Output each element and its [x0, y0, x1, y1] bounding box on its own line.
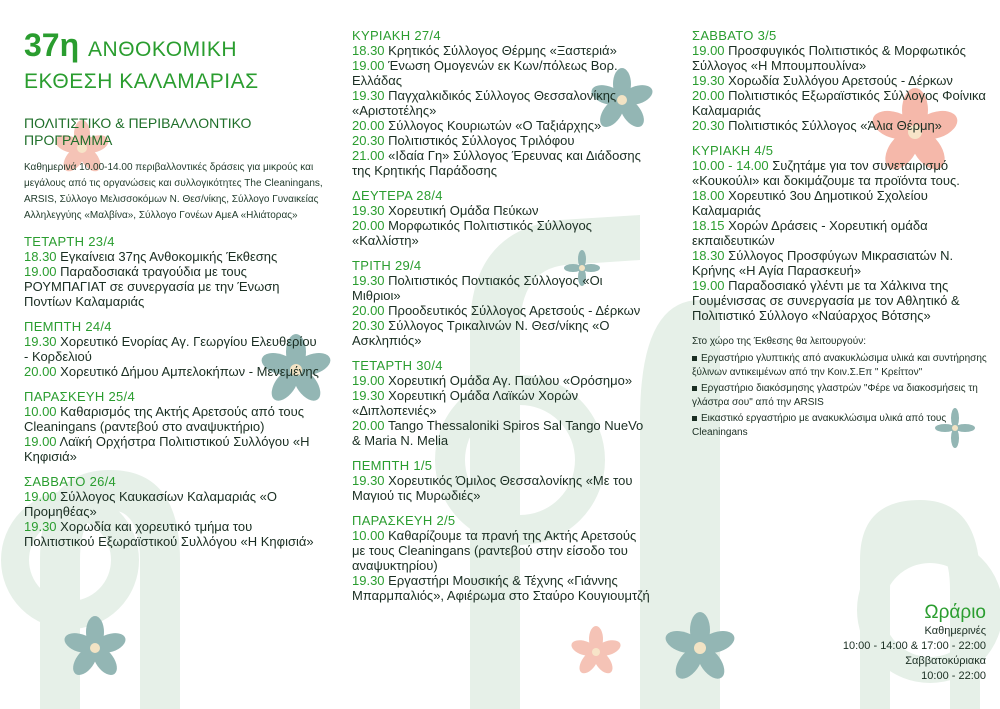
event-item [692, 88, 992, 118]
event-time: 20.00 [352, 303, 385, 318]
event-item [692, 43, 992, 73]
opening-hours [786, 602, 986, 684]
workshops-notes [692, 335, 992, 440]
event-time: 20.00 [352, 218, 385, 233]
event-item [352, 273, 652, 303]
event-item [692, 218, 992, 248]
event-time: 18.30 [352, 43, 385, 58]
event-time: 19.00 [24, 434, 57, 449]
event-text: Χορωδία και χορευτικό τμήμα του Πολιτιστικού Εξωραϊστικού Συλλόγου «Η Κηφισιά» [24, 519, 314, 549]
day-heading: ΔΕΥΤΕΡΑ 28/4 [352, 188, 443, 203]
event-time: 20.00 [352, 118, 385, 133]
event-time: 20.30 [692, 118, 725, 133]
day-heading: ΠΑΡΑΣΚΕΥΗ 2/5 [352, 513, 456, 528]
event-text: Καθαρίζουμε τα πρανή της Ακτής Αρετσούς με τους Cleaningans (ραντεβού στην είσοδο του αναψυκτηρίου) [352, 528, 637, 573]
intro-text: Καθημερινά 10.00-14.00 περιβαλλοντικές δράσεις για μικρούς και μεγάλους από τις οργανώσεις και συλλογικότητες The Cleaningans, ARSIS, Σύλλογο Μελισσοκόμων Ν. Θεσ/νίκης, Σύλλογο Γυναικείας Αλληλεγγύης «Μαλβίνα», Σύλλογο Γονέων ΑμεΑ «Ηλιάτορας» [24, 162, 323, 221]
page-title [24, 28, 324, 67]
hours-title: Ωράριο [924, 602, 986, 623]
day-heading: ΠΕΜΠΤΗ 1/5 [352, 458, 433, 473]
event-time: 18.30 [692, 248, 725, 263]
schedule-col-2 [352, 28, 652, 603]
event-text: Καθαρισμός της Ακτής Αρετσούς από τους Cleaningans (ραντεβού στο αναψυκτήριο) [24, 404, 305, 434]
event-item [352, 218, 652, 248]
event-item [692, 278, 992, 323]
event-text: Πολιτιστικός Σύλλογος Τριλόφου [388, 133, 575, 148]
event-item [692, 188, 992, 218]
day-section [692, 28, 992, 133]
event-item [24, 489, 324, 519]
hours-weekend-label: Σαββατοκύριακα [905, 655, 986, 667]
day-heading: ΚΥΡΙΑΚΗ 27/4 [352, 28, 441, 43]
event-time: 19.00 [352, 58, 385, 73]
event-time: 10.00 [24, 404, 57, 419]
event-text: Χορευτική Ομάδα Λαϊκών Χορών «Διπλοπενιές» [352, 388, 579, 418]
day-section [24, 474, 324, 549]
event-time: 19.00 [24, 489, 57, 504]
event-item [352, 88, 652, 118]
event-time: 20.00 [692, 88, 725, 103]
event-item [692, 158, 992, 188]
event-item [352, 43, 652, 58]
event-time: 18.30 [24, 249, 57, 264]
day-heading: ΤΡΙΤΗ 29/4 [352, 258, 422, 273]
event-time: 19.00 [692, 278, 725, 293]
event-time: 19.30 [24, 334, 57, 349]
event-item [24, 334, 324, 364]
event-item [24, 434, 324, 464]
event-text: Κρητικός Σύλλογος Θέρμης «Ξαστεριά» [388, 43, 617, 58]
column-3 [692, 28, 992, 440]
column-1 [24, 28, 324, 549]
schedule-col-1 [24, 234, 324, 549]
event-text: Σύλλογος Καυκασίων Καλαμαριάς «Ο Προμηθέας» [24, 489, 277, 519]
notes-item-text: Εργαστήριο γλυπτικής από ανακυκλώσιμα υλικά και συντήρησης ξύλινων αντικειμένων από την Κοιν.Σ.Επ " Κρείττον" [692, 353, 987, 378]
event-time: 10.00 - 14.00 [692, 158, 769, 173]
event-text: Παραδοσιακά τραγούδια με τους ΡΟΥΜΠΑΓΙΑΤ σε συνεργασία με την Ένωση Ποντίων Καλαμαριάς [24, 264, 280, 309]
event-text: Χορών Δράσεις - Χορευτική ομάδα εκπαιδευτικών [692, 218, 928, 248]
event-time: 19.30 [352, 388, 385, 403]
day-section [352, 458, 652, 503]
event-item [352, 373, 652, 388]
program-heading: ΠΟΛΙΤΙΣΤΙΚΟ & ΠΕΡΙΒΑΛΛΟΝΤΙΚΟ ΠΡΟΓΡΑΜΜΑ [24, 115, 252, 148]
day-section [352, 28, 652, 178]
day-section [352, 358, 652, 448]
event-text: Πολιτιστικός Σύλλογος «Άλια Θέρμη» [728, 118, 942, 133]
event-text: Παγχαλκιδικός Σύλλογος Θεσσαλονίκης «Αριστοτέλης» [352, 88, 617, 118]
event-text: Προσφυγικός Πολιτιστικός & Μορφωτικός Σύλλογος «Η Μπουμπουλίνα» [692, 43, 966, 73]
event-time: 19.00 [24, 264, 57, 279]
title-rest: ΑΝΘΟΚΟΜΙΚΗ [88, 38, 238, 61]
day-section [24, 319, 324, 379]
event-item [352, 528, 652, 573]
event-text: Χορευτικό Δήμου Αμπελοκήπων - Μενεμένης [60, 364, 319, 379]
day-section [352, 188, 652, 248]
event-text: Σύλλογος Προσφύγων Μικρασιατών Ν. Κρήνης «Η Αγία Παρασκευή» [692, 248, 954, 278]
event-time: 19.30 [352, 473, 385, 488]
event-text: Συζητάμε για τον συνεταιρισμό «Κουκούλι» και δοκιμάζουμε τα προϊόντα τους. [692, 158, 960, 188]
event-item [24, 404, 324, 434]
title-number: 37η [24, 27, 80, 63]
event-item [352, 203, 652, 218]
event-text: Παραδοσιακό γλέντι με τα Χάλκινα της Γουμένισσας σε συνεργασία με τον Αθλητικό & Πολιτιστικό Σύλλογο «Ναύαρχος Βότσης» [692, 278, 960, 323]
event-item [352, 303, 652, 318]
event-text: Εργαστήρι Μουσικής & Τέχνης «Γιάννης Μπαρμπαλιός», Αφιέρωμα στο Σταύρο Κουγιουμτζή [352, 573, 650, 603]
notes-item-text: Εργαστήριο διακόσμησης γλαστρών "Φέρε να διακοσμήσεις τη γλάστρα σου" από την ARSIS [692, 383, 978, 408]
event-time: 19.30 [24, 519, 57, 534]
event-text: Πολιτιστικός Ποντιακός Σύλλογος «Οι Μιθριοι» [352, 273, 603, 303]
hours-weekend-time: 10:00 - 22:00 [921, 670, 986, 682]
event-text: Χορωδία Συλλόγου Αρετσούς - Δέρκων [728, 73, 953, 88]
event-text: Χορευτική Ομάδα Πεύκων [388, 203, 539, 218]
day-heading: ΣΑΒΒΑΤΟ 3/5 [692, 28, 777, 43]
event-item [24, 249, 324, 264]
day-heading: ΤΕΤΑΡΤΗ 30/4 [352, 358, 443, 373]
page-subtitle: ΕΚΘΕΣΗ ΚΑΛΑΜΑΡΙΑΣ [24, 70, 259, 93]
event-text: Χορευτική Ομάδα Αγ. Παύλου «Ορόσημο» [388, 373, 633, 388]
event-item [352, 118, 652, 133]
notes-item-text: Εικαστικό εργαστήριο με ανακυκλώσιμα υλικά από τους Cleaningans [692, 413, 947, 438]
day-section [24, 389, 324, 464]
bullet-icon [692, 356, 697, 361]
event-time: 20.30 [352, 133, 385, 148]
event-time: 19.00 [692, 43, 725, 58]
event-text: Ένωση Ομογενών εκ Κων/πόλεως Βορ. Ελλάδας [352, 58, 618, 88]
day-section [352, 513, 652, 603]
day-heading: ΠΕΜΠΤΗ 24/4 [24, 319, 112, 334]
event-item [352, 388, 652, 418]
event-text: Πολιτιστικός Εξωραϊστικός Σύλλογος Φοίνικα Καλαμαριάς [692, 88, 986, 118]
event-text: Tango Thessaloniki Spiros Sal Tango NueVo & Maria N. Melia [352, 418, 644, 448]
notes-item [692, 412, 992, 440]
event-time: 18.15 [692, 218, 725, 233]
event-item [692, 73, 992, 88]
bullet-icon [692, 386, 697, 391]
event-text: Σύλλογος Κουριωτών «Ο Ταξιάρχης» [388, 118, 602, 133]
event-item [692, 118, 992, 133]
event-item [24, 264, 324, 309]
event-time: 10.00 [352, 528, 385, 543]
event-time: 19.00 [352, 373, 385, 388]
event-item [352, 58, 652, 88]
event-text: Χορευτικός Όμιλος Θεσσαλονίκης «Με του Μαγιού τις Μυρωδιές» [352, 473, 633, 503]
event-item [352, 318, 652, 348]
event-time: 20.00 [24, 364, 57, 379]
event-time: 19.30 [352, 203, 385, 218]
event-text: Μορφωτικός Πολιτιστικός Σύλλογος «Καλλίστη» [352, 218, 592, 248]
event-item [352, 133, 652, 148]
event-text: Σύλλογος Τρικαλινών Ν. Θεσ/νίκης «Ο Ασκληπιός» [352, 318, 610, 348]
event-time: 19.30 [692, 73, 725, 88]
event-text: Προοδευτικός Σύλλογος Αρετσούς - Δέρκων [388, 303, 641, 318]
day-section [692, 143, 992, 323]
event-item [24, 519, 324, 549]
event-time: 19.30 [352, 273, 385, 288]
day-section [24, 234, 324, 309]
day-section [352, 258, 652, 348]
event-text: Εγκαίνεια 37ης Ανθοκομικής Έκθεσης [60, 249, 278, 264]
event-item [352, 418, 652, 448]
event-time: 21.00 [352, 148, 385, 163]
notes-lead: Στο χώρο της Έκθεσης θα λειτουργούν: [692, 336, 866, 347]
day-heading: ΤΕΤΑΡΤΗ 23/4 [24, 234, 115, 249]
event-time: 18.00 [692, 188, 725, 203]
notes-item [692, 382, 992, 410]
day-heading: ΠΑΡΑΣΚΕΥΗ 25/4 [24, 389, 135, 404]
event-text: Χορευτικό Ενορίας Αγ. Γεωργίου Ελευθερίου - Κορδελιού [24, 334, 317, 364]
day-heading: ΣΑΒΒΑΤΟ 26/4 [24, 474, 117, 489]
column-2 [352, 28, 652, 603]
event-item [24, 364, 324, 379]
event-item [352, 148, 652, 178]
event-item [352, 473, 652, 503]
schedule-col-3 [692, 28, 992, 323]
flower-pink-3-icon [569, 626, 622, 677]
bullet-icon [692, 416, 697, 421]
event-item [692, 248, 992, 278]
event-time: 19.30 [352, 573, 385, 588]
event-text: Χορευτικό 3ου Δημοτικού Σχολείου Καλαμαριάς [692, 188, 928, 218]
hours-weekdays-label: Καθημερινές [924, 625, 986, 637]
event-text: Λαϊκή Ορχήστρα Πολιτιστικού Συλλόγου «Η Κηφισιά» [24, 434, 310, 464]
notes-item [692, 352, 992, 380]
event-time: 20.00 [352, 418, 385, 433]
event-item [352, 573, 652, 603]
event-text: «Ιδαία Γη» Σύλλογος Έρευνας και Διάδοσης της Κρητικής Παράδοσης [352, 148, 641, 178]
event-time: 19.30 [352, 88, 385, 103]
hours-weekdays-time: 10:00 - 14:00 & 17:00 - 22:00 [842, 640, 986, 652]
day-heading: ΚΥΡΙΑΚΗ 4/5 [692, 143, 774, 158]
event-time: 20.30 [352, 318, 385, 333]
